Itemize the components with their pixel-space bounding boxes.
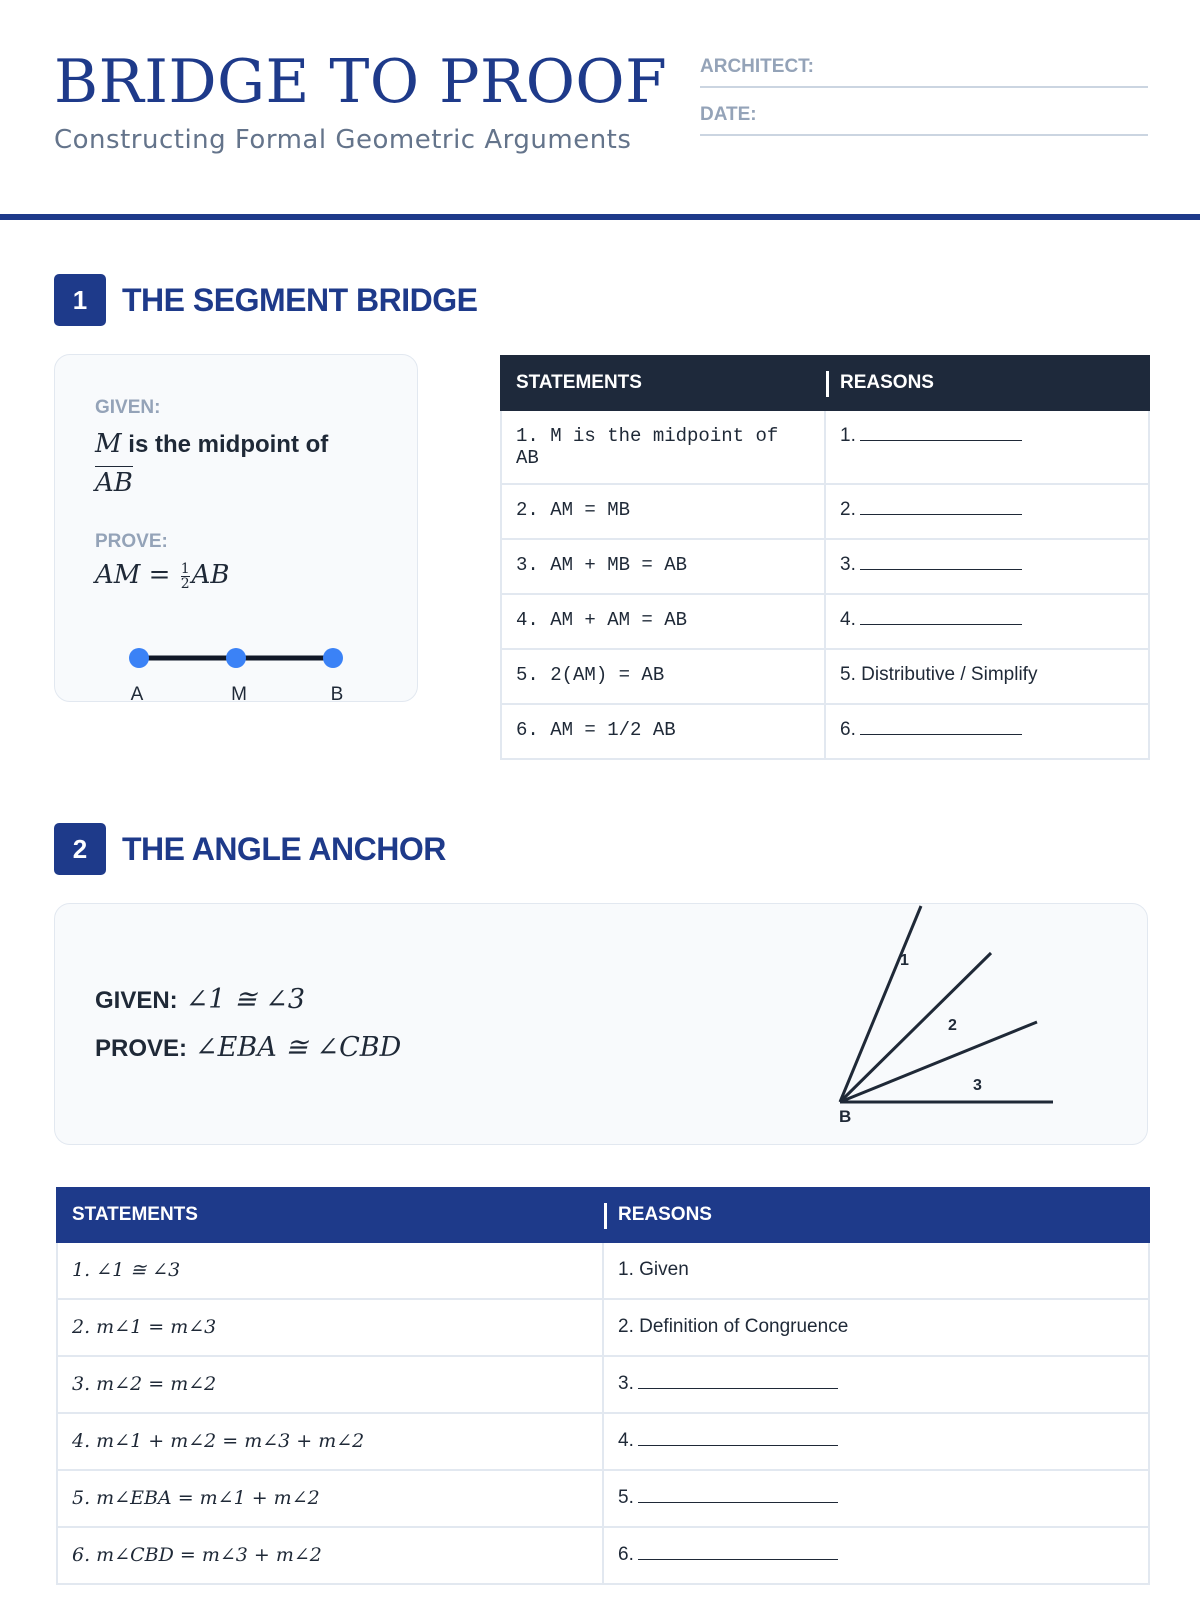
reason-text: 1. xyxy=(840,425,856,446)
reason-blank-line[interactable] xyxy=(638,1373,838,1389)
reason-cell-blank[interactable] xyxy=(825,410,1149,484)
reason-text: 4. xyxy=(618,1430,634,1451)
reason-cell-blank[interactable] xyxy=(825,539,1149,594)
segment-diagram xyxy=(55,355,419,703)
reason-text: 4. xyxy=(840,609,856,630)
table-row xyxy=(501,594,1149,649)
statement-cell: 6. m∠CBD = m∠3 + m∠2 xyxy=(57,1527,603,1584)
page-subtitle: Constructing Formal Geometric Arguments xyxy=(54,125,632,155)
section-2-title: THE ANGLE ANCHOR xyxy=(122,830,446,867)
architect-field[interactable] xyxy=(700,52,1148,88)
reason-text: 6. xyxy=(840,719,856,740)
table-row xyxy=(57,1413,1149,1470)
reason-cell xyxy=(825,649,1149,704)
table-row xyxy=(501,649,1149,704)
table-row xyxy=(57,1356,1149,1413)
page-title: BRIDGE TO PROOF xyxy=(54,47,668,117)
table-row xyxy=(57,1242,1149,1299)
reason-text: 5. Distributive / Simplify xyxy=(840,664,1038,685)
given-text: is the midpoint of xyxy=(121,431,329,458)
date-field[interactable] xyxy=(700,100,1148,136)
statement-cell: 2. AM = MB xyxy=(501,484,825,539)
reason-blank-line[interactable] xyxy=(860,719,1022,735)
table-row xyxy=(501,704,1149,759)
reasons-header: REASONS xyxy=(825,356,1149,410)
segment-problem-card xyxy=(54,354,418,702)
angle-problem-card xyxy=(54,903,1148,1145)
reason-cell-blank[interactable] xyxy=(825,594,1149,649)
reason-cell-blank[interactable] xyxy=(603,1470,1149,1527)
table-row xyxy=(57,1527,1149,1584)
reason-text: 1. Given xyxy=(618,1259,689,1280)
reason-blank-line[interactable] xyxy=(860,499,1022,515)
reason-blank-line[interactable] xyxy=(638,1430,838,1446)
statement-cell: 3. m∠2 = m∠2 xyxy=(57,1356,603,1413)
reason-blank-line[interactable] xyxy=(860,554,1022,570)
reason-cell xyxy=(603,1299,1149,1356)
statement-cell: 2. m∠1 = m∠3 xyxy=(57,1299,603,1356)
reason-blank-line[interactable] xyxy=(638,1544,838,1560)
section-2-heading xyxy=(54,823,446,875)
angle-prove-label: PROVE: xyxy=(95,1035,188,1062)
prove-rhs: AB xyxy=(191,560,230,590)
statement-cell: 1. ∠1 ≅ ∠3 xyxy=(57,1242,603,1299)
reason-text: 5. xyxy=(618,1487,634,1508)
statement-cell: 6. AM = 1/2 AB xyxy=(501,704,825,759)
point-b-label: B xyxy=(330,684,344,703)
reason-cell-blank[interactable] xyxy=(825,484,1149,539)
point-a-dot xyxy=(129,648,149,668)
given-label: GIVEN: xyxy=(95,397,161,418)
segment-proof-table xyxy=(500,355,1150,760)
table-row xyxy=(57,1299,1149,1356)
given-var: M xyxy=(95,429,122,459)
ray-middle xyxy=(840,953,991,1102)
point-a-label: A xyxy=(130,684,144,703)
table-header-row xyxy=(57,1188,1149,1242)
prove-lhs: AM = xyxy=(95,560,179,590)
statement-cell: 5. 2(AM) = AB xyxy=(501,649,825,704)
statements-header: STATEMENTS xyxy=(57,1188,603,1242)
reasons-header: REASONS xyxy=(603,1188,1149,1242)
reason-text: 6. xyxy=(618,1544,634,1565)
point-m-dot xyxy=(226,648,246,668)
page-header xyxy=(0,0,1200,220)
table-row xyxy=(57,1470,1149,1527)
reason-cell xyxy=(603,1242,1149,1299)
angle-given-math: ∠1 ≅ ∠3 xyxy=(185,984,306,1015)
statements-header: STATEMENTS xyxy=(501,356,825,410)
reason-blank-line[interactable] xyxy=(638,1487,838,1503)
architect-label: ARCHITECT: xyxy=(700,56,814,77)
point-m-label: M xyxy=(231,684,247,703)
section-1-title: THE SEGMENT BRIDGE xyxy=(122,281,478,318)
statement-cell: 4. m∠1 + m∠2 = m∠3 + m∠2 xyxy=(57,1413,603,1470)
table-row xyxy=(501,484,1149,539)
date-label: DATE: xyxy=(700,104,757,125)
angle-1-label: 1 xyxy=(900,952,909,969)
angle-diagram xyxy=(55,904,1149,1146)
reason-cell-blank[interactable] xyxy=(603,1413,1149,1470)
reason-text: 3. xyxy=(618,1373,634,1394)
angle-prove-math: ∠EBA ≅ ∠CBD xyxy=(195,1032,402,1063)
statement-cell: 4. AM + AM = AB xyxy=(501,594,825,649)
fraction-num: 1 xyxy=(180,560,190,577)
statement-cell: 1. M is the midpoint of AB xyxy=(501,410,825,484)
section-1-number: 1 xyxy=(54,274,106,326)
statement-cell: 5. m∠EBA = m∠1 + m∠2 xyxy=(57,1470,603,1527)
angle-3-label: 3 xyxy=(973,1077,982,1094)
given-segment: AB xyxy=(95,468,133,498)
prove-label: PROVE: xyxy=(95,531,168,552)
table-row xyxy=(501,410,1149,484)
reason-cell-blank[interactable] xyxy=(825,704,1149,759)
reason-text: 2. Definition of Congruence xyxy=(618,1316,849,1337)
angle-proof-table xyxy=(56,1187,1150,1585)
reason-cell-blank[interactable] xyxy=(603,1527,1149,1584)
reason-blank-line[interactable] xyxy=(860,425,1022,441)
angle-2-label: 2 xyxy=(948,1017,957,1034)
statement-cell: 3. AM + MB = AB xyxy=(501,539,825,594)
fraction-den: 2 xyxy=(180,575,190,592)
reason-text: 3. xyxy=(840,554,856,575)
reason-cell-blank[interactable] xyxy=(603,1356,1149,1413)
point-b-dot xyxy=(323,648,343,668)
table-row xyxy=(501,539,1149,594)
section-2-number: 2 xyxy=(54,823,106,875)
reason-text: 2. xyxy=(840,499,856,520)
angle-given-label: GIVEN: xyxy=(95,987,178,1014)
table-header-row xyxy=(501,356,1149,410)
section-1-heading xyxy=(54,274,477,326)
vertex-b-label: B xyxy=(839,1107,852,1126)
reason-blank-line[interactable] xyxy=(860,609,1022,625)
